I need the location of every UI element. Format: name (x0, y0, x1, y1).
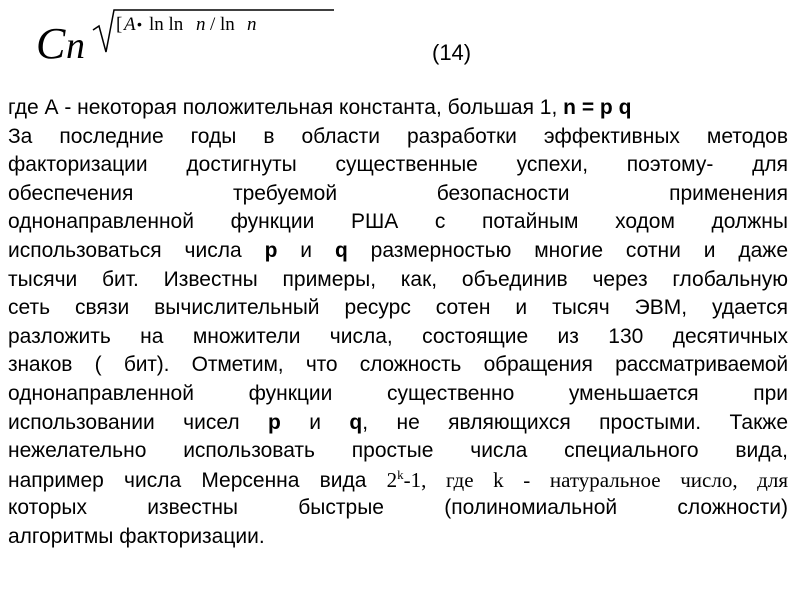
formula-exponent-a: A (124, 14, 136, 35)
text-line-6 (8, 237, 788, 266)
formula-svg (36, 6, 336, 70)
formula-exponent-n1: n (196, 14, 206, 35)
variable-q: q (349, 410, 363, 434)
text-line-14-part-1: например числа Мерсенна вида (8, 468, 387, 492)
formula-exponent-n2: n (247, 14, 257, 35)
text-line-1-main: где А - некоторая положительная константа, большая 1, (8, 96, 564, 119)
text-line-14 (8, 466, 788, 495)
formula-exponent-slash-ln: / ln (210, 14, 235, 35)
formula-exponent-bracket: [ (116, 14, 123, 35)
text-line-7: тысячи бит. Известны примеры, как, объединив через глобальную (8, 267, 788, 291)
formula-exponent-dot: • (137, 16, 142, 32)
formula-exponent-lnln: ln ln (149, 14, 184, 35)
text-line-12-part-1: использовании чисел (8, 410, 268, 434)
text-line-1-formula: n = p q (563, 96, 632, 119)
variable-p: р (264, 238, 278, 262)
mersenne-base: 2 (386, 467, 398, 492)
text-line-6-part-2: и (277, 238, 335, 262)
text-line-9: разложить на множители числа, состоящие из 130 десятичных (8, 324, 788, 348)
text-line-14-part-2: -1, где k - натуральное число, для (403, 467, 788, 492)
mersenne-exponent: k (397, 466, 404, 482)
text-line-1 (8, 94, 788, 123)
text-line-12 (8, 409, 788, 438)
text-line-11: однонаправленной функции существенно уменьшается при (8, 381, 788, 405)
variable-p: р (268, 410, 281, 434)
text-line-4: обеспечения требуемой безопасности применения (8, 181, 788, 205)
text-line-6-part-1: использоваться числа (8, 238, 265, 262)
equation-number: (14) (432, 40, 472, 65)
text-line-12-part-3: , не являющихся простыми. Также (362, 410, 789, 434)
formula-14 (36, 6, 336, 70)
text-line-13: нежелательно использовать простые числа специального вида, (8, 439, 788, 463)
text-line-3: факторизации достигнуты существенные успехи, поэтому- для (8, 153, 788, 177)
text-line-2: За последние годы в области разработки эффективных методов (8, 124, 788, 148)
formula-base-c: C (36, 19, 66, 68)
text-line-12-part-2: и (280, 410, 350, 434)
text-line-15: которых известны быстрые (полиномиальной сложности) (8, 496, 788, 520)
text-line-10: знаков ( бит). Отметим, что сложность обращения рассматриваемой (8, 353, 788, 377)
variable-q: q (334, 238, 348, 262)
text-line-16: алгоритмы факторизации. (8, 524, 265, 548)
text-line-6-part-3: размерностью многие сотни и даже (347, 238, 788, 262)
mersenne-expression (387, 468, 788, 492)
text-line-8: сеть связи вычислительный ресурс сотен и тысяч ЭВМ, удается (8, 296, 788, 320)
formula-base-n: n (66, 25, 85, 67)
body-text (8, 94, 788, 552)
text-line-5: однонаправленной функции РША с потайным ходом должны (8, 210, 788, 234)
